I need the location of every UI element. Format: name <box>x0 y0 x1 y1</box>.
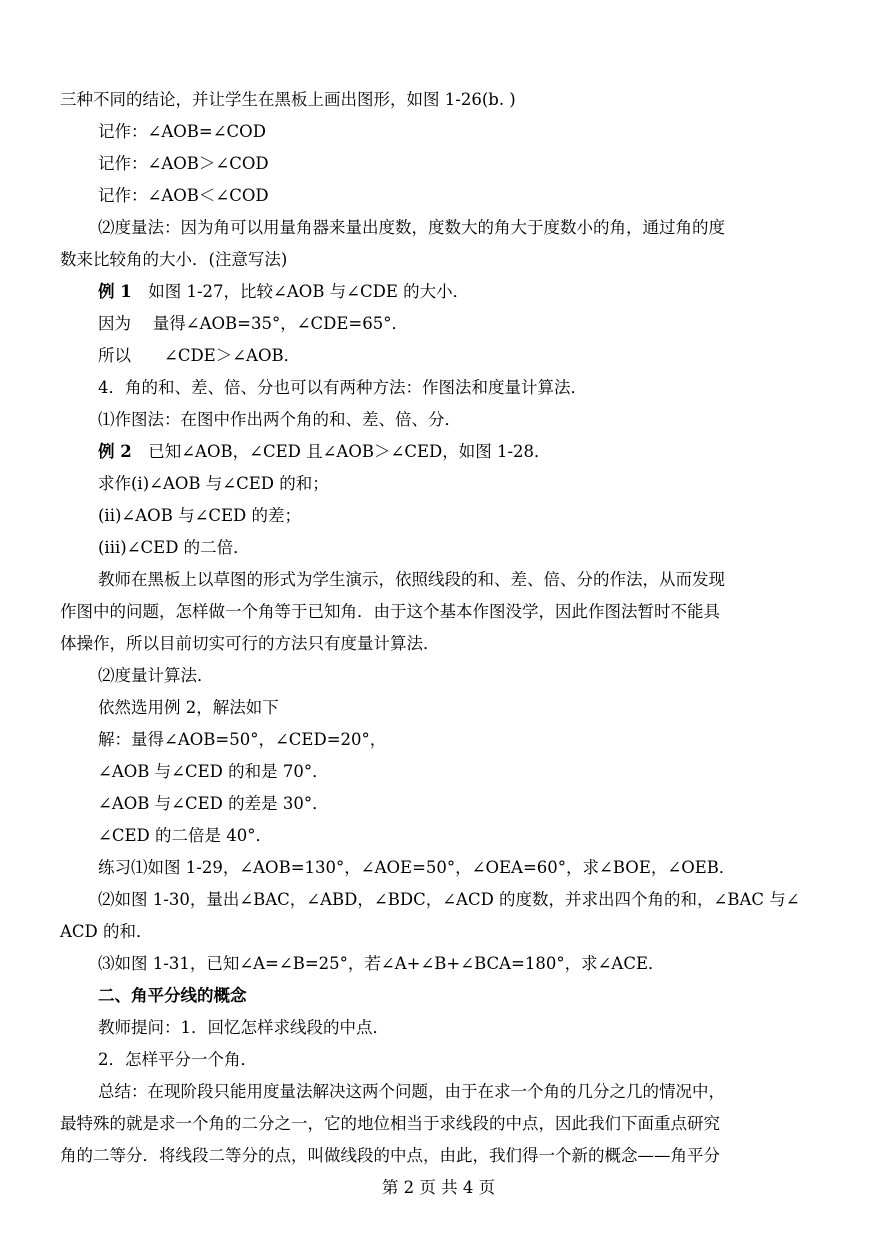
text-line-8: 因为 量得∠AOB=35°，∠CDE=65°． <box>98 314 409 333</box>
text-line-30: 教师提问：1．回忆怎样求线段的中点． <box>98 1018 389 1037</box>
example-1-label: 例 1 <box>98 282 132 301</box>
text-line-1: 三种不同的结论，并让学生在黑板上画出图形，如图 1-26(b. ) <box>60 90 516 109</box>
example-1-line <box>98 282 469 302</box>
text-line-24: ∠CED 的二倍是 40°． <box>98 826 272 845</box>
example-2-line <box>98 442 551 462</box>
text-line-28: ⑶如图 1-31，已知∠A=∠B=25°，若∠A+∠B+∠BCA=180°，求∠ACE． <box>98 954 665 973</box>
text-line-32: 总结：在现阶段只能用度量法解决这两个问题，由于在求一个角的几分之几的情况中， <box>98 1082 725 1101</box>
text-line-17: 作图中的问题，怎样做一个角等于已知角．由于这个基本作图没学，因此作图法暂时不能具 <box>60 602 720 621</box>
text-line-33: 最特殊的就是求一个角的二分之一，它的地位相当于求线段的中点，因此我们下面重点研究 <box>60 1114 720 1133</box>
example-1-text: 如图 1-27，比较∠AOB 与∠CDE 的大小． <box>131 282 470 301</box>
text-line-16: 教师在黑板上以草图的形式为学生演示，依照线段的和、差、倍、分的作法，从而发现 <box>98 570 725 589</box>
text-line-27: ACD 的和． <box>60 922 153 941</box>
text-line-13: 求作(i)∠AOB 与∠CED 的和； <box>98 474 329 493</box>
text-line-2: 记作：∠AOB=∠COD <box>98 122 266 141</box>
text-line-18: 体操作，所以目前切实可行的方法只有度量计算法． <box>60 634 440 653</box>
text-line-10: 4．角的和、差、倍、分也可以有两种方法：作图法和度量计算法． <box>98 378 587 397</box>
text-line-31: 2．怎样平分一个角． <box>98 1050 257 1069</box>
text-line-6: 数来比较角的大小．(注意写法) <box>60 250 288 269</box>
text-line-11: ⑴作图法：在图中作出两个角的和、差、倍、分． <box>98 410 461 429</box>
text-line-19: ⑵度量计算法． <box>98 666 214 685</box>
text-line-4: 记作：∠AOB＜∠COD <box>98 186 269 205</box>
text-line-5: ⑵度量法：因为角可以用量角器来量出度数，度数大的角大于度数小的角，通过角的度 <box>98 218 725 237</box>
text-line-34: 角的二等分．将线段二等分的点，叫做线段的中点，由此，我们得一个新的概念——角平分 <box>60 1146 720 1165</box>
text-line-3: 记作：∠AOB＞∠COD <box>98 154 269 173</box>
example-2-label: 例 2 <box>98 442 132 461</box>
text-line-23: ∠AOB 与∠CED 的差是 30°． <box>98 794 329 813</box>
text-line-14: (ii)∠AOB 与∠CED 的差； <box>98 506 302 525</box>
text-line-15: (iii)∠CED 的二倍． <box>98 538 250 557</box>
text-line-25: 练习⑴如图 1-29，∠AOB=130°，∠AOE=50°，∠OEA=60°，求∠BOE，∠OEB． <box>98 858 736 877</box>
page-footer: 第 2 页 共 4 页 <box>381 1178 496 1197</box>
text-line-9: 所以 ∠CDE＞∠AOB． <box>98 346 301 365</box>
text-line-22: ∠AOB 与∠CED 的和是 70°． <box>98 762 329 781</box>
text-line-26: ⑵如图 1-30，量出∠BAC，∠ABD，∠BDC，∠ACD 的度数，并求出四个角的和，∠BAC 与∠ <box>98 890 800 909</box>
example-2-text: 已知∠AOB，∠CED 且∠AOB＞∠CED，如图 1-28． <box>131 442 551 461</box>
text-line-21: 解：量得∠AOB=50°，∠CED=20°， <box>98 730 387 749</box>
section-heading: 二、角平分线的概念 <box>98 986 247 1005</box>
text-line-20: 依然选用例 2，解法如下 <box>98 698 279 717</box>
